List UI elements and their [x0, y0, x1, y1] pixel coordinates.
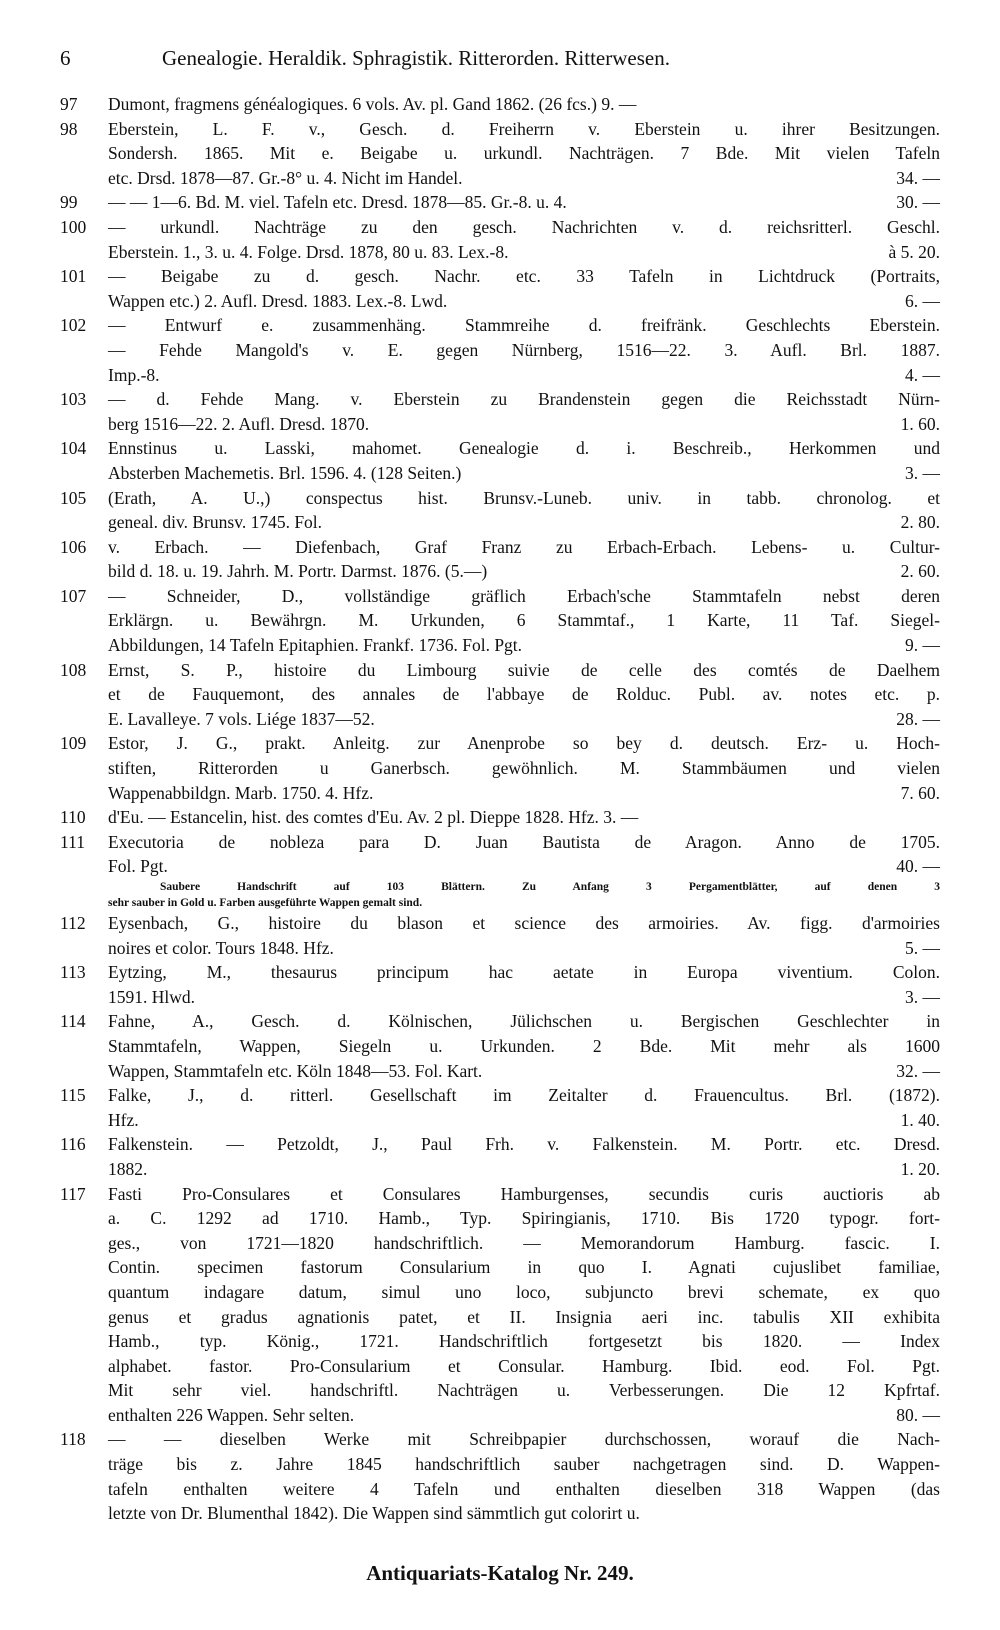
entry-number: 105	[60, 487, 87, 508]
entry-line	[60, 1477, 940, 1502]
entry-text: 1882.	[108, 1158, 148, 1179]
entry-price: 1. 60.	[900, 413, 940, 434]
entry-number: 115	[60, 1085, 86, 1106]
entry-text: Mit sehr viel. handschriftl. Nachträgen u. Verbesserungen. Die 12 Kpfrtaf.	[108, 1380, 940, 1401]
entry-text: — Schneider, D., vollständige gräflich Erbach'sche Stammtafeln nebst deren	[108, 585, 940, 606]
entry-text: — — 1—6. Bd. M. viel. Tafeln etc. Dresd. 1878—85. Gr.-8. u. 4.	[108, 192, 567, 213]
entry-text: (Erath, A. U.,) conspectus hist. Brunsv.-Luneb. univ. in tabb. chronolog. et	[108, 487, 940, 508]
entry-text: Falke, J., d. ritterl. Gesellschaft im Zeitalter d. Frauencultus. Brl. (1872).	[108, 1085, 940, 1106]
entry-note-text: sehr sauber in Gold u. Farben ausgeführte Wappen gemalt sind.	[108, 897, 423, 909]
entry-text: Eytzing, M., thesaurus principum hac aetate in Europa viventium. Colon.	[108, 962, 940, 983]
entry-text: d'Eu. — Estancelin, hist. des comtes d'Eu. Av. 2 pl. Dieppe 1828. Hfz. 3. —	[108, 807, 639, 828]
entry-text: bild d. 18. u. 19. Jahrh. M. Portr. Darmst. 1876. (5.—)	[108, 561, 488, 582]
entry-price: 1. 20.	[900, 1158, 940, 1179]
entry-line	[60, 1034, 940, 1059]
entry-line	[60, 1108, 940, 1133]
entry-number: 103	[60, 389, 87, 410]
entry-line	[60, 190, 940, 215]
entry-line	[60, 1280, 940, 1305]
entry-text: — Fehde Mangold's v. E. gegen Nürnberg, 1516—22. 3. Aufl. Brl. 1887.	[108, 339, 940, 360]
entry-line	[60, 117, 940, 142]
entry-text: Estor, J. G., prakt. Anleitg. zur Anenprobe so bey d. deutsch. Erz- u. Hoch-	[108, 733, 940, 754]
catalog-entry	[60, 658, 940, 732]
entry-line	[60, 911, 940, 936]
entry-number: 104	[60, 438, 87, 459]
entry-line	[60, 830, 940, 855]
entry-line	[60, 1452, 940, 1477]
catalog-entry	[60, 264, 940, 313]
entry-text: noires et color. Tours 1848. Hfz.	[108, 937, 334, 958]
entry-line	[60, 854, 940, 879]
entry-line	[60, 633, 940, 658]
entry-text: enthalten 226 Wappen. Sehr selten.	[108, 1404, 355, 1425]
entry-line	[60, 1231, 940, 1256]
entry-text: 1591. Hlwd.	[108, 986, 196, 1007]
entry-line	[60, 805, 940, 830]
entry-text: berg 1516—22. 2. Aufl. Dresd. 1870.	[108, 413, 370, 434]
entry-price: 5. —	[905, 937, 940, 958]
entry-price: 6. —	[905, 290, 940, 311]
entry-number: 118	[60, 1429, 86, 1450]
entry-line	[60, 1132, 940, 1157]
entry-text: alphabet. fastor. Pro-Consularium et Consular. Hamburg. Ibid. eod. Fol. Pgt.	[108, 1355, 940, 1376]
catalog-entry	[60, 117, 940, 191]
entry-text: Fasti Pro-Consulares et Consulares Hamburgenses, secundis curis auctioris ab	[108, 1183, 940, 1204]
entry-text: — — dieselben Werke mit Schreibpapier durchschossen, worauf die Nach-	[108, 1429, 940, 1450]
entry-line	[60, 731, 940, 756]
entry-line	[60, 608, 940, 633]
entry-text: Fahne, A., Gesch. d. Kölnischen, Jülichschen u. Bergischen Geschlechter in	[108, 1011, 940, 1032]
entry-line	[60, 1305, 940, 1330]
entry-text: Absterben Machemetis. Brl. 1596. 4. (128 Seiten.)	[108, 462, 462, 483]
entry-line	[60, 412, 940, 437]
entry-line	[60, 1329, 940, 1354]
entry-number: 98	[60, 118, 78, 139]
entry-text: Ennstinus u. Lasski, mahomet. Genealogie d. i. Beschreib., Herkommen und	[108, 438, 940, 459]
entry-line	[60, 215, 940, 240]
entry-text: träge bis z. Jahre 1845 handschriftlich sauber nachgetragen sind. D. Wappen-	[108, 1454, 940, 1475]
entry-line	[60, 535, 940, 560]
entry-line	[60, 1206, 940, 1231]
entry-text: et de Fauquemont, des annales de l'abbaye de Rolduc. Publ. av. notes etc. p.	[108, 684, 940, 705]
entry-line	[60, 936, 940, 961]
entry-number: 111	[60, 831, 85, 852]
entry-line	[60, 1182, 940, 1207]
entry-number: 110	[60, 807, 86, 828]
catalog-entry	[60, 805, 940, 830]
entry-line	[60, 985, 940, 1010]
entry-text: E. Lavalleye. 7 vols. Liége 1837—52.	[108, 708, 375, 729]
catalog-entry	[60, 1083, 940, 1132]
catalog-entry	[60, 436, 940, 485]
entry-line	[60, 756, 940, 781]
catalog-entry	[60, 313, 940, 387]
entry-note-line	[60, 895, 940, 911]
entry-price: 40. —	[896, 856, 940, 877]
entry-line	[60, 781, 940, 806]
entry-line	[60, 584, 940, 609]
entry-text: quantum indagare datum, simul uno loco, subjuncto brevi schemate, ex quo	[108, 1281, 940, 1302]
catalog-entry	[60, 387, 940, 436]
entry-price: 34. —	[896, 167, 940, 188]
entry-text: Ernst, S. P., histoire du Limbourg suivie de celle des comtés de Daelhem	[108, 659, 940, 680]
entry-line	[60, 1157, 940, 1182]
entry-text: tafeln enthalten weitere 4 Tafeln und enthalten dieselben 318 Wappen (das	[108, 1478, 940, 1499]
entry-number: 116	[60, 1134, 86, 1155]
page-header	[60, 46, 940, 74]
entry-line	[60, 1083, 940, 1108]
catalog-entries	[60, 92, 940, 1526]
catalog-entry	[60, 960, 940, 1009]
entry-line	[60, 240, 940, 265]
entry-text: — d. Fehde Mang. v. Eberstein zu Brandenstein gegen die Reichsstadt Nürn-	[108, 389, 940, 410]
entry-text: Imp.-8.	[108, 364, 160, 385]
entry-number: 97	[60, 94, 78, 114]
catalog-footer: Antiquariats-Katalog Nr. 249.	[366, 1561, 634, 1585]
catalog-entry	[60, 584, 940, 658]
entry-text: Hamb., typ. König., 1721. Handschriftlich fortgesetzt bis 1820. — Index	[108, 1331, 940, 1352]
entry-number: 117	[60, 1183, 86, 1204]
entry-line	[60, 486, 940, 511]
entry-price: 4. —	[905, 364, 940, 385]
entry-line	[60, 1427, 940, 1452]
entry-text: Sondersh. 1865. Mit e. Beigabe u. urkundl. Nachträgen. 7 Bde. Mit vielen Tafeln	[108, 143, 940, 164]
catalog-entry	[60, 1132, 940, 1181]
entry-note-text: Saubere Handschrift auf 103 Blättern. Zu Anfang 3 Pergamentblätter, auf denen 3	[160, 881, 940, 893]
entry-number: 108	[60, 659, 87, 680]
entry-line	[60, 363, 940, 388]
entry-text: Stammtafeln, Wappen, Siegeln u. Urkunden. 2 Bde. Mit mehr als 1600	[108, 1035, 940, 1056]
entry-line	[60, 510, 940, 535]
entry-text: Abbildungen, 14 Tafeln Epitaphien. Frankf. 1736. Fol. Pgt.	[108, 635, 523, 656]
catalog-entry	[60, 1182, 940, 1428]
entry-line	[60, 1255, 940, 1280]
entry-price: 3. —	[905, 986, 940, 1007]
entry-text: — Beigabe zu d. gesch. Nachr. etc. 33 Tafeln in Lichtdruck (Portraits,	[108, 266, 940, 287]
entry-number: 109	[60, 733, 87, 754]
entry-number: 102	[60, 315, 87, 336]
entry-text: ges., von 1721—1820 handschriftlich. — Memorandorum Hamburg. fascic. I.	[108, 1232, 940, 1253]
catalog-entry	[60, 1427, 940, 1525]
catalog-entry	[60, 1009, 940, 1083]
entry-text: Wappen etc.) 2. Aufl. Dresd. 1883. Lex.-8. Lwd.	[108, 290, 448, 311]
entry-line	[60, 1378, 940, 1403]
entry-text: Wappen, Stammtafeln etc. Köln 1848—53. Fol. Kart.	[108, 1060, 483, 1081]
entry-line	[60, 1403, 940, 1428]
catalog-entry	[60, 215, 940, 264]
entry-text: Erklärgn. u. Bewährgn. M. Urkunden, 6 Stammtaf., 1 Karte, 11 Taf. Siegel-	[108, 610, 940, 631]
running-title: Genealogie. Heraldik. Sphragistik. Ritterorden. Ritterwesen.	[162, 46, 670, 70]
entry-number: 100	[60, 216, 87, 237]
entry-text: Dumont, fragmens généalogiques. 6 vols. Av. pl. Gand 1862. (26 fcs.) 9. —	[108, 94, 637, 114]
catalog-entry	[60, 731, 940, 805]
entry-text: letzte von Dr. Blumenthal 1842). Die Wappen sind sämmtlich gut colorirt u.	[108, 1503, 640, 1524]
entry-text: etc. Drsd. 1878—87. Gr.-8° u. 4. Nicht im Handel.	[108, 167, 463, 188]
entry-line	[60, 141, 940, 166]
entry-line	[60, 1009, 940, 1034]
entry-text: Eberstein. 1., 3. u. 4. Folge. Drsd. 1878, 80 u. 83. Lex.-8.	[108, 241, 509, 262]
entry-number: 112	[60, 913, 86, 933]
entry-price: 32. —	[896, 1060, 940, 1081]
entry-text: Contin. specimen fastorum Consularium in quo I. Agnati cujuslibet familiae,	[108, 1257, 940, 1278]
entry-line	[60, 1501, 940, 1526]
entry-line	[60, 313, 940, 338]
entry-number: 101	[60, 266, 87, 287]
entry-line	[60, 559, 940, 584]
entry-line	[60, 92, 940, 117]
entry-line	[60, 461, 940, 486]
entry-text: Falkenstein. — Petzoldt, J., Paul Frh. v. Falkenstein. M. Portr. etc. Dresd.	[108, 1134, 940, 1155]
catalog-entry	[60, 535, 940, 584]
entry-line	[60, 658, 940, 683]
page-number: 6	[60, 46, 71, 70]
entry-line	[60, 960, 940, 985]
entry-line	[60, 264, 940, 289]
entry-number: 99	[60, 192, 78, 213]
entry-line	[60, 1354, 940, 1379]
entry-text: — Entwurf e. zusammenhäng. Stammreihe d. freifränk. Geschlechts Eberstein.	[108, 315, 940, 336]
entry-price: 30. —	[896, 192, 940, 213]
entry-line	[60, 289, 940, 314]
catalog-entry	[60, 486, 940, 535]
entry-price: 2. 80.	[900, 512, 940, 533]
entry-text: Wappenabbildgn. Marb. 1750. 4. Hfz.	[108, 782, 374, 803]
entry-text: Eberstein, L. F. v., Gesch. d. Freiherrn v. Eberstein u. ihrer Besitzungen.	[108, 118, 940, 139]
entry-line	[60, 338, 940, 363]
entry-line	[60, 682, 940, 707]
entry-number: 114	[60, 1011, 86, 1032]
catalog-entry	[60, 830, 940, 911]
entry-price: 3. —	[905, 462, 940, 483]
entry-number: 106	[60, 536, 87, 557]
entry-price: 9. —	[905, 635, 940, 656]
entry-text: Eysenbach, G., histoire du blason et science des armoiries. Av. figg. d'armoiries	[108, 913, 940, 933]
entry-text: stiften, Ritterorden u Ganerbsch. gewöhnlich. M. Stammbäumen und vielen	[108, 758, 940, 779]
entry-line	[60, 707, 940, 732]
entry-price: à 5. 20.	[888, 241, 940, 262]
entry-price: 7. 60.	[900, 782, 940, 803]
entry-text: v. Erbach. — Diefenbach, Graf Franz zu Erbach-Erbach. Lebens- u. Cultur-	[108, 536, 940, 557]
entry-text: Hfz.	[108, 1109, 139, 1130]
entry-price: 1. 40.	[900, 1109, 940, 1130]
entry-price: 80. —	[896, 1404, 940, 1425]
entry-text: genus et gradus agnationis patet, et II. Insignia aeri inc. tabulis XII exhibita	[108, 1306, 940, 1327]
entry-text: Executoria de nobleza para D. Juan Bautista de Aragon. Anno de 1705.	[108, 831, 940, 852]
catalog-entry	[60, 190, 940, 215]
entry-price: 28. —	[896, 708, 940, 729]
catalog-entry	[60, 911, 940, 960]
entry-line	[60, 387, 940, 412]
entry-number: 113	[60, 962, 86, 983]
catalog-entry	[60, 92, 940, 117]
entry-text: geneal. div. Brunsv. 1745. Fol.	[108, 512, 323, 533]
entry-number: 107	[60, 585, 87, 606]
entry-text: Fol. Pgt.	[108, 856, 168, 877]
entry-line	[60, 1059, 940, 1084]
entry-text: — urkundl. Nachträge zu den gesch. Nachrichten v. d. reichsritterl. Geschl.	[108, 216, 940, 237]
entry-note-line	[60, 879, 940, 895]
entry-price: 2. 60.	[900, 561, 940, 582]
entry-line	[60, 166, 940, 191]
entry-line	[60, 436, 940, 461]
entry-text: a. C. 1292 ad 1710. Hamb., Typ. Spiringianis, 1710. Bis 1720 typogr. fort-	[108, 1208, 940, 1229]
